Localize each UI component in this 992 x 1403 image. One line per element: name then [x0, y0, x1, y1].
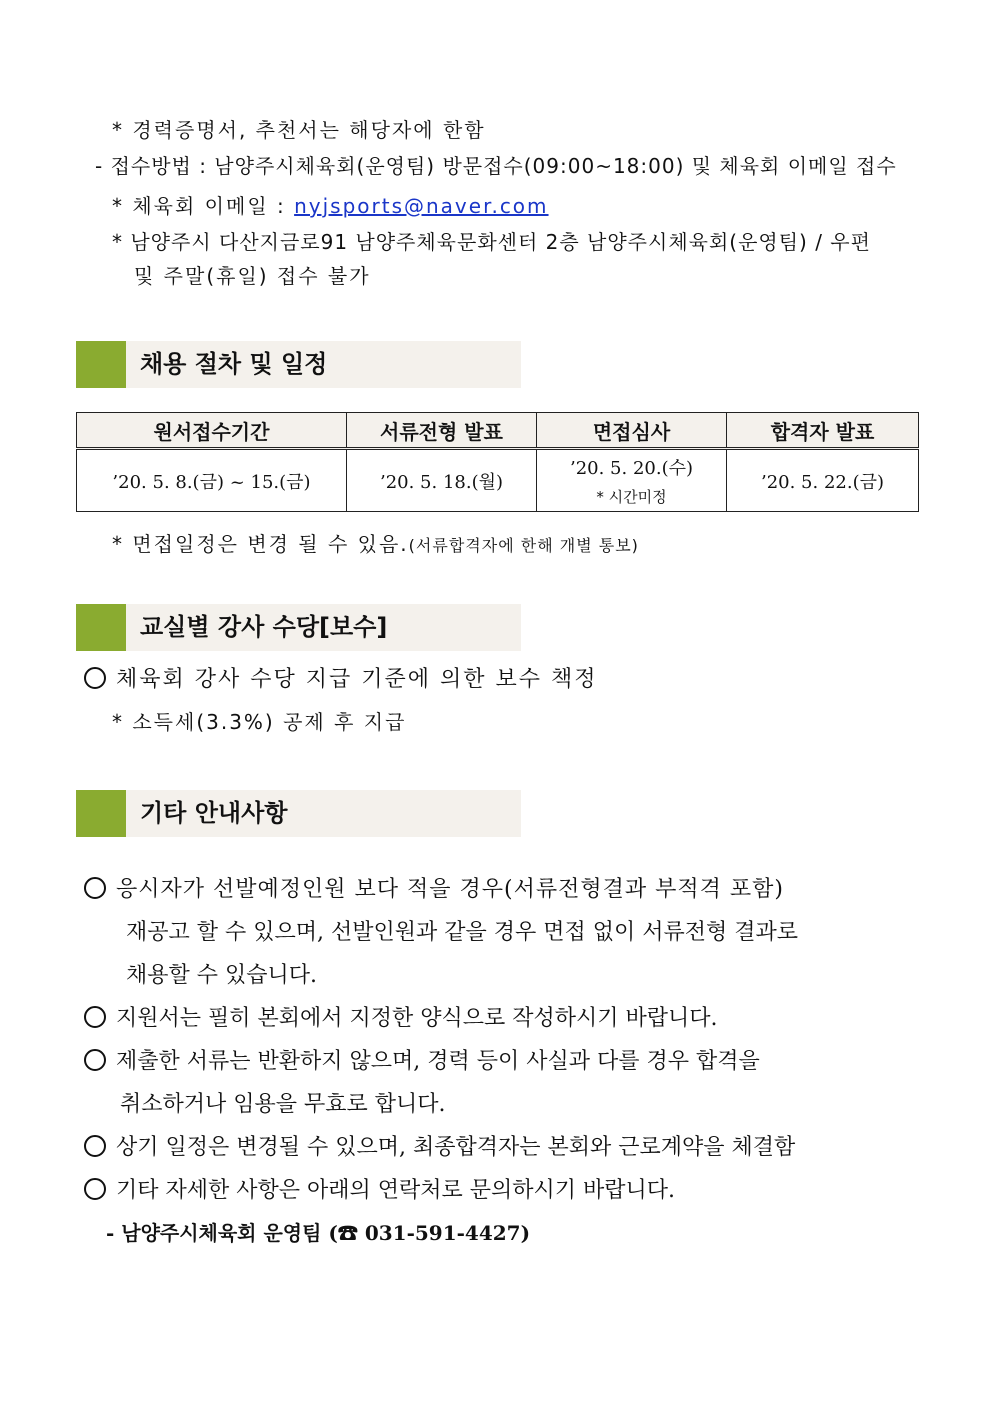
section-title-pay: 교실별 강사 수당[보수] [140, 613, 388, 641]
section-accent-bar [76, 341, 126, 388]
schedule-note-main: * 면접일정은 변경 될 수 있음. [112, 532, 409, 556]
email-row [112, 192, 549, 220]
cell-final-result: ’20. 5. 22.(금) [727, 449, 919, 512]
header-final-result: 합격자 발표 [727, 413, 919, 449]
etc-item-2-text: 지원서는 필히 본회에서 지정한 양식으로 작성하시기 바랍니다. [116, 1006, 718, 1031]
etc-item-1-line-3: 채용할 수 있습니다. [126, 963, 317, 988]
email-label: * 체육회 이메일 : [112, 194, 286, 218]
schedule-note-sub: (서류합격자에 한해 개별 통보) [408, 536, 639, 555]
address-line-1: * 남양주시 다산지금로91 남양주체육문화센터 2층 남양주시체육회(운영팀) / 우편 [112, 230, 871, 254]
circle-bullet-icon [84, 1178, 106, 1200]
etc-item-5 [84, 1169, 924, 1212]
etc-item-3-line-2: 취소하거나 임용을 무효로 합니다. [120, 1092, 446, 1117]
section-accent-bar [76, 790, 126, 837]
cell-document-result: ’20. 5. 18.(월) [347, 449, 537, 512]
submission-method: - 접수방법 : 남양주시체육회(운영팀) 방문접수(09:00~18:00) 및 체육회 이메일 접수 [95, 154, 897, 178]
etc-item-2 [84, 997, 924, 1040]
cell-interview [537, 449, 727, 512]
cell-application-period: ’20. 5. 8.(금) ~ 15.(금) [77, 449, 347, 512]
circle-bullet-icon [84, 877, 106, 899]
section-pay-header [76, 604, 521, 651]
circle-bullet-icon [84, 1049, 106, 1071]
circle-bullet-icon [84, 1135, 106, 1157]
schedule-note [112, 530, 639, 560]
etc-item-5-text: 기타 자세한 사항은 아래의 연락처로 문의하시기 바랍니다. [116, 1178, 676, 1203]
etc-item-4 [84, 1126, 924, 1169]
etc-item-1 [84, 868, 924, 911]
section-title-etc: 기타 안내사항 [140, 799, 288, 827]
etc-list [84, 868, 924, 1255]
header-application-period: 원서접수기간 [77, 413, 347, 449]
contact-line: - 남양주시체육회 운영팀 (☎ 031-591-4427) [106, 1221, 531, 1245]
etc-item-3-line-1: 제출한 서류는 반환하지 않으며, 경력 등이 사실과 다를 경우 합격을 [116, 1049, 760, 1074]
header-interview: 면접심사 [537, 413, 727, 449]
circle-bullet-icon [84, 667, 106, 689]
note-certificate: * 경력증명서, 추천서는 해당자에 한함 [112, 118, 486, 142]
header-document-result: 서류전형 발표 [347, 413, 537, 449]
pay-note: * 소득세(3.3%) 공제 후 지급 [112, 710, 407, 734]
schedule-data-row [77, 449, 919, 512]
section-schedule-header [76, 341, 521, 388]
interview-note: * 시간미정 [596, 488, 667, 506]
schedule-header-row [77, 413, 919, 449]
section-etc-header [76, 790, 521, 837]
etc-item-3 [84, 1040, 924, 1083]
pay-item [84, 666, 598, 694]
etc-item-4-text: 상기 일정은 변경될 수 있으며, 최종합격자는 본회와 근로계약을 체결함 [116, 1135, 796, 1160]
pay-item-text: 체육회 강사 수당 지급 기준에 의한 보수 책정 [116, 667, 598, 692]
interview-date: ’20. 5. 20.(수) [569, 458, 694, 479]
section-title-schedule: 채용 절차 및 일정 [140, 350, 328, 378]
circle-bullet-icon [84, 1006, 106, 1028]
etc-item-1-line-2: 재공고 할 수 있으며, 선발인원과 같을 경우 면접 없이 서류전형 결과로 [126, 920, 798, 945]
section-accent-bar [76, 604, 126, 651]
schedule-table [76, 412, 919, 512]
address-line-2: 및 주말(휴일) 접수 불가 [134, 264, 371, 288]
etc-item-1-line-1: 응시자가 선발예정인원 보다 적을 경우(서류전형결과 부적격 포함) [116, 877, 784, 902]
email-link[interactable]: nyjsports@naver.com [294, 194, 549, 218]
